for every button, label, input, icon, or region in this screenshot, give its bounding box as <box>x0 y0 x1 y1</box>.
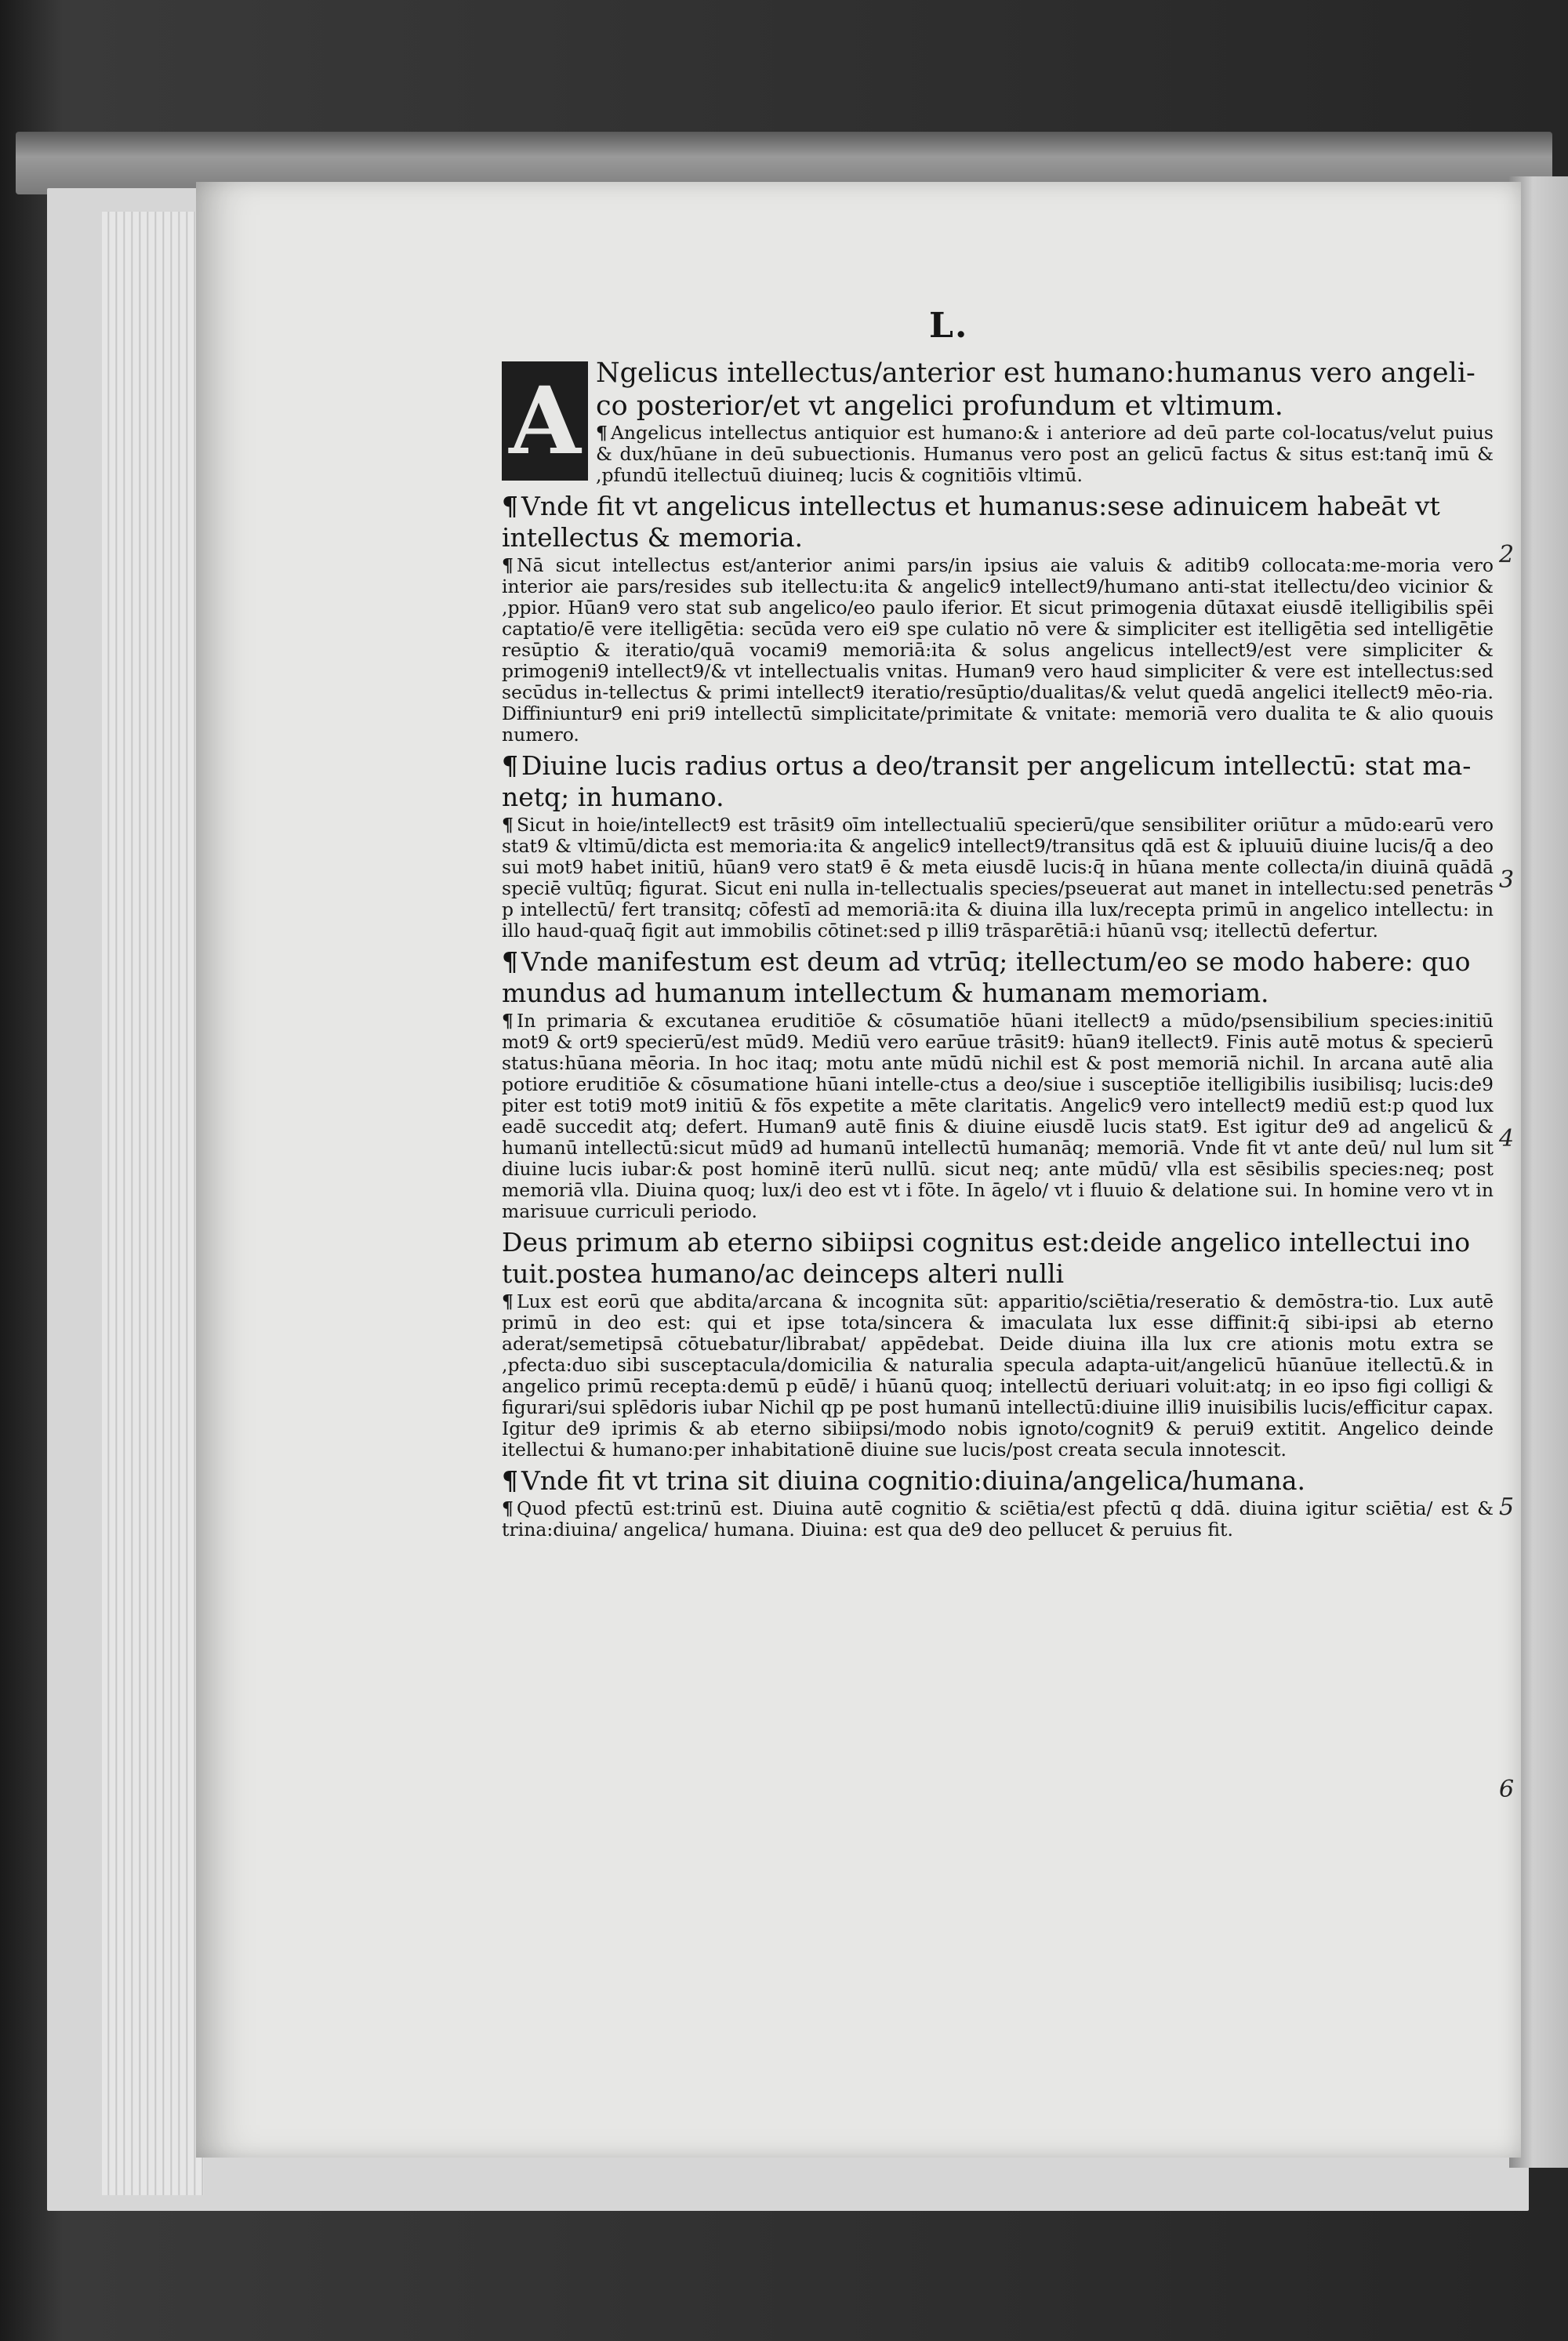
section-heading: ¶ Diuine lucis radius ortus a deo/transit per angelicum intellectū: stat ma-netq; in humano. <box>502 750 1472 812</box>
pilcrow-icon: ¶ <box>502 1290 514 1312</box>
section-body: ¶ Sicut in hoie/intellect9 est trāsit9 oīm intellectualiū specierū/que sensibiliter oriūtur a mūdo:earū vero stat9 & vltimū/dicta est memoria:ita & angelic9 intellect9/transitus qdā est & ipluuiū diuine lucis/q̄ a deo sui mot9 habet initiū, hūan9 vero stat9 ē & meta eiusdē lucis:q̄ in hūana mente collecta/in diuinā quādā speciē vultūq; figurat. Sicut eni nulla in-tellectualis species/pseuerat aut manet in intellectu:sed penetrās p intellectū/ fert transitq; cōfestī ad memoriā:ita & diuina illa lux/recepta primū in angelico intellectu: in illo haud-quaq̄ figit aut immobilis cōtinet:sed p illi9 trāsparētiā:i hūanū vsq; itellectū defertur. <box>502 814 1494 942</box>
text-block <box>502 357 1494 1545</box>
section-heading: ¶ Vnde fit vt trina sit diuina cognitio:diuina/angelica/humana. <box>502 1465 1306 1496</box>
pilcrow-icon: ¶ <box>502 554 514 576</box>
margin-number-4: 4 <box>1499 1125 1515 1152</box>
folio-number: L. <box>929 306 969 346</box>
section-heading: ¶ Vnde manifestum est deum ad vtrūq; itellectum/eo se modo habere: quo mundus ad humanum intellectum & humanam memoriam. <box>502 946 1471 1008</box>
section-2 <box>502 491 1494 746</box>
margin-number-5: 5 <box>1499 1494 1515 1521</box>
section-heading: Deus primum ab eterno sibiipsi cognitus est:deide angelico intellectui ino tuit.postea humano/ac deinceps alteri nulli <box>502 1227 1471 1289</box>
pilcrow-icon: ¶ <box>502 946 518 977</box>
section-body: ¶ Lux est eorū que abdita/arcana & incognita sūt: apparitio/sciētia/reseratio & demōstra-tio. Lux autē primū in deo est: qui et ipse tota/sincera & imaculata lux esse diffinit:q̄ sibi-ipsi ab eterno aderat/semetipsā cōtuebatur/librabat/ appēdebat. Deide diuina illa lux cre ationis motu extra se ,pfecta:duo sibi susceptacula/domicilia & naturalia specula adapta-uit/angelicū hūanūue itellectū.& in angelico primū recepta:demū p eūdē/ i hūanū quoq; intellectū deriuari voluit:atq; in eo ipso figi colligi & figurari/sui splēdoris iubar Nichil qp pe post humanū intellectū:diuine illi9 inuisibilis lucis/efficitur capax. Igitur de9 iprimis & ab eterno sibiipsi/modo nobis ignoto/cognit9 & perui9 extitit. Angelico deinde itellectui & humano:per inhabitationē diuine sue lucis/post creata secula innotescit. <box>502 1290 1494 1461</box>
section-heading: Ngelicus intellectus/anterior est humano:humanus vero angeli-co posterior/et vt angelici profundum et vltimum. <box>596 358 1475 422</box>
pilcrow-icon: ¶ <box>502 1010 514 1032</box>
pilcrow-icon: ¶ <box>502 491 518 521</box>
leaf-edges <box>102 212 204 2195</box>
pilcrow-icon: ¶ <box>502 1497 514 1519</box>
section-body: ¶ In primaria & excutanea eruditiōe & cōsumatiōe hūani itellect9 a mūdo/psensibilium species:initiū mot9 & ort9 specierū/est mūd9. Mediū vero earūue trāsit9: hūan9 itellect9. Finis autē motus & specierū status:hūana mēoria. In hoc itaq; motu ante mūdū nichil est & post memoriā nichil. In arcana autē alia potiore eruditiōe & cōsumatione hūani intelle-ctus a deo/siue i susceptiōe itelligibilis iusibilisq; lucis:de9 piter est toti9 mot9 initiū & fōs expetite a mēte claritatis. Angelic9 vero intellect9 mediū est:p quod lux eadē succedit atq; defert. Human9 autē finis & diuine eiusdē lucis stat9. Est igitur de9 ad angelicū & humanū intellectū:sicut mūd9 ad humanū intellectū humanāq; memoriā. Vnde fit vt ante deū/ nul lum sit diuine lucis iubar:& post hominē iterū nullū. sicut neq; ante mūdū/ vlla est sēsibilis species:neq; post memoriā vlla. Diuina quoq; lux/i deo est vt i fōte. In āgelo/ vt i fluuio & delatione sui. In homine vero vt in marisuue curriculi periodo. <box>502 1010 1494 1222</box>
pilcrow-icon: ¶ <box>502 1465 518 1496</box>
pilcrow-icon: ¶ <box>502 814 514 836</box>
drop-cap <box>502 361 588 481</box>
section-heading: ¶ Vnde fit vt angelicus intellectus et humanus:sese adinuicem habeāt vt intellectus & memoria. <box>502 491 1440 553</box>
section-body: ¶ Nā sicut intellectus est/anterior animi pars/in ipsius aie valuis & aditib9 collocata:me-moria vero interior aie pars/resides sub itellectu:ita & angelic9 intellect9/humano anti-stat itellectu/deo vicinior & ,ppior. Hūan9 vero stat sub angelico/eo paulo iferior. Et sicut primogenia dūtaxat eiusdē itelligibilis spēi captatio/ē vere itelligētia: secūda vero ei9 spe culatio nō vere & simpliciter est itelligētia sed intelligētie resūptio & iteratio/quā vocami9 memoriā:ita & solus angelicus intellect9/est vere simpliciter & primogeni9 intellect9/& vt intellectualis vnitas. Human9 vero haud simpliciter & vere est intellectus:sed secūdus in-tellectus & primi intellect9 iteratio/resūptio/dualitas/& velut quedā angelici itellect9 mēo-ria. Diffiniuntur9 eni pri9 intellectū simplicitate/primitate & vnitate: memoriā vero dualita te & alio quouis numero. <box>502 554 1494 746</box>
section-6 <box>502 1465 1494 1541</box>
section-body: ¶ Quod pfectū est:trinū est. Diuina autē cognitio & sciētia/est pfectū q ddā. diuina igitur sciētia/ est & trina:diuina/ angelica/ humana. Diuina: est qua de9 deo pellucet & peruius fit. <box>502 1497 1494 1541</box>
margin-number-3: 3 <box>1499 866 1515 894</box>
pilcrow-icon: ¶ <box>502 750 518 781</box>
section-body: ¶ Angelicus intellectus antiquior est humano:& i anteriore ad deū parte col-locatus/velut puius & dux/hūane in deū subuectionis. Humanus vero post an gelicū factus & situs est:tanq̄ imū & ,pfundū itellectuū diuineq; lucis & cognitiōis vltimū. <box>596 422 1494 486</box>
section-3 <box>502 750 1494 942</box>
margin-number-6: 6 <box>1499 1776 1515 1803</box>
pilcrow-icon: ¶ <box>596 422 608 444</box>
margin-number-2: 2 <box>1499 541 1515 568</box>
section-4 <box>502 946 1494 1222</box>
drop-cap-letter: A <box>509 366 581 475</box>
section-5 <box>502 1227 1494 1461</box>
section-1 <box>502 357 1494 486</box>
